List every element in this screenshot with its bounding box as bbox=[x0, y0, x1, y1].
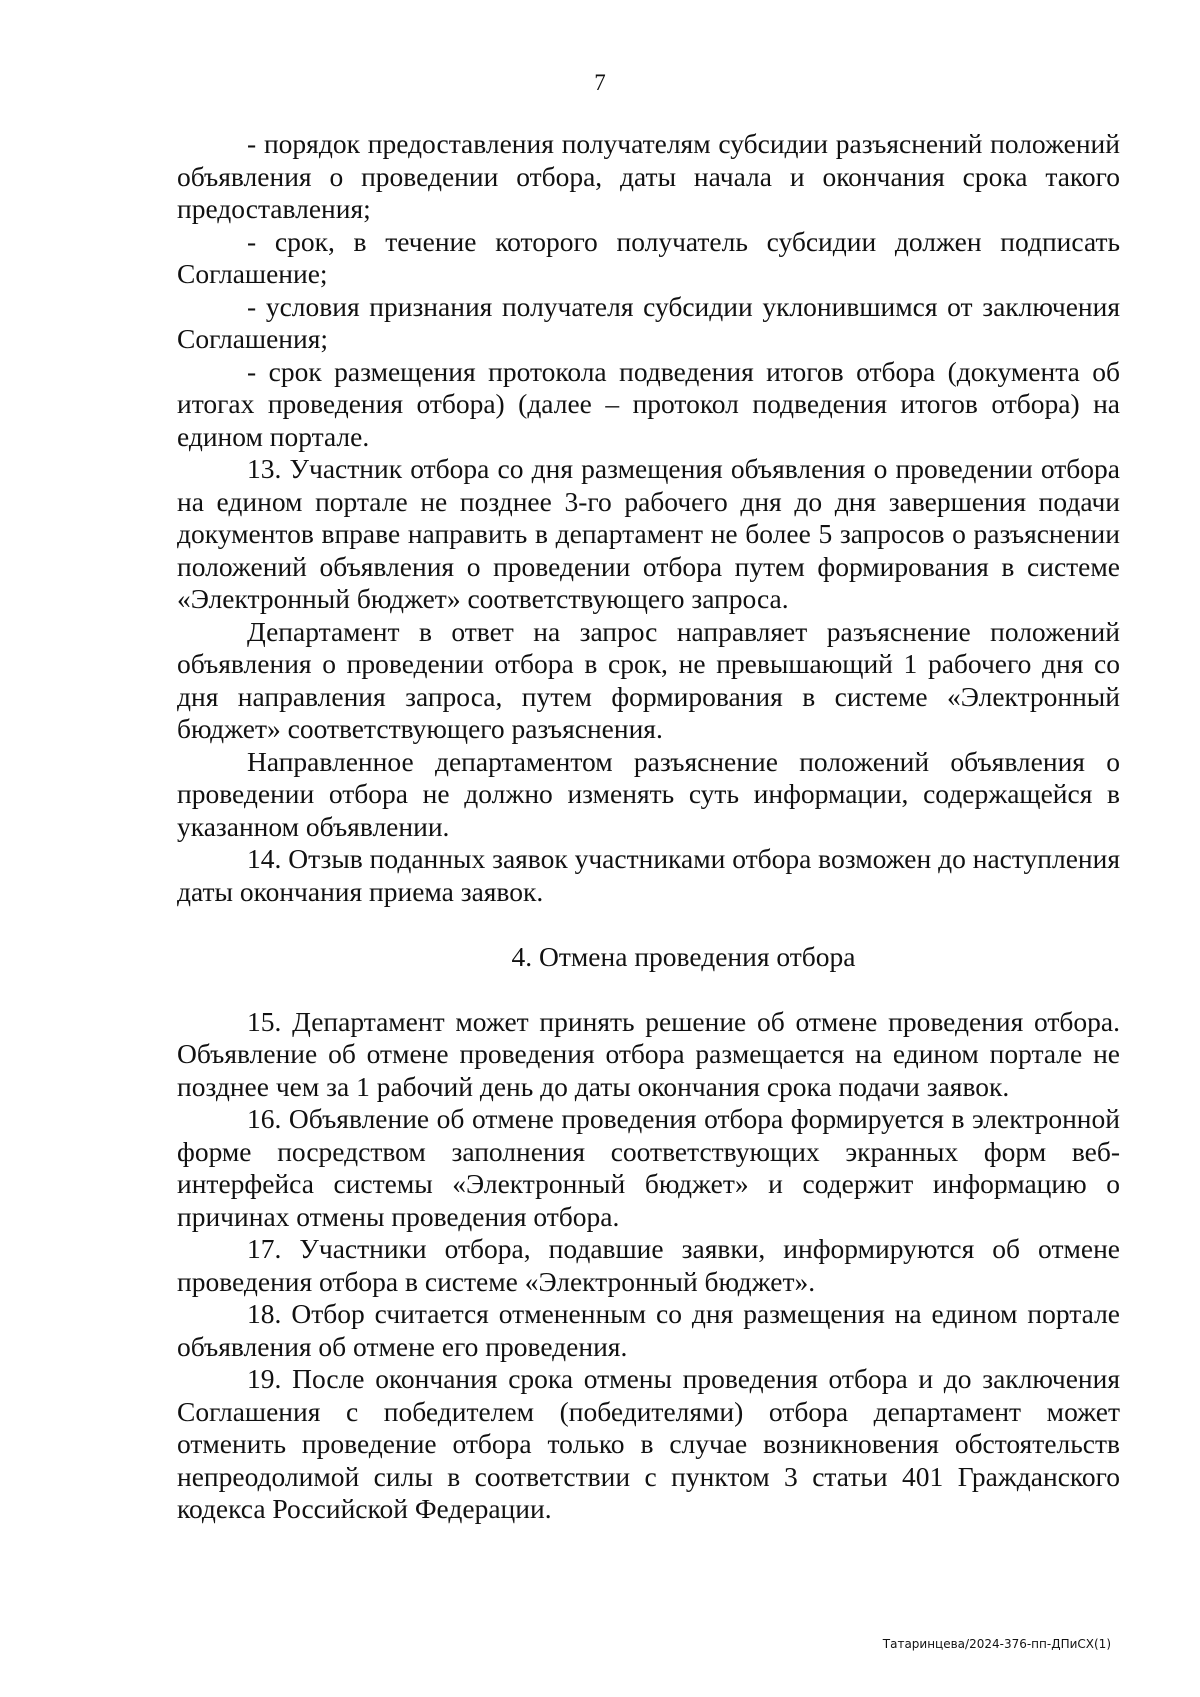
heading-spacer-bottom bbox=[177, 973, 1120, 1006]
document-body bbox=[177, 128, 1120, 1526]
clause-15: 15. Департамент может принять решение об отмене проведения отбора. Объявление об отмене проведения отбора размещается на едином портале не позднее чем за 1 рабочий день до даты окончания срока подачи заявок. bbox=[177, 1005, 1120, 1102]
clause-18: 18. Отбор считается отмененным со дня размещения на едином портале объявления об отмене его проведения. bbox=[177, 1298, 1120, 1362]
page-number: 7 bbox=[594, 70, 606, 95]
list-item-evasion-conditions: - условия признания получателя субсидии уклонившимся от заключения Соглашения; bbox=[177, 290, 1120, 354]
section-heading: 4. Отмена проведения отбора bbox=[511, 940, 856, 972]
clause-19: 19. После окончания срока отмены проведения отбора и до заключения Соглашения с победителем (победителями) отбора департамент может отменить проведение отбора только в случае возникновения обстоятельств непреодолимой силы в соответствии с пунктом 3 статьи 401 Гражданского кодекса Российской Федерации. bbox=[177, 1363, 1120, 1524]
list-item-clarification-procedure: - порядок предоставления получателям субсидии разъяснений положений объявления о проведении отбора, даты начала и окончания срока такого предоставления; bbox=[177, 128, 1120, 224]
list-item-signing-deadline: - срок, в течение которого получатель субсидии должен подписать Соглашение; bbox=[177, 225, 1120, 289]
clause-13: 13. Участник отбора со дня размещения объявления о проведении отбора на едином портале не позднее 3-го рабочего дня до дня завершения подачи документов вправе направить в департамент не более 5 запросов о разъяснении положений объявления о проведении отбора путем формирования в системе «Электронный бюджет» соответствующего запроса. bbox=[177, 453, 1120, 614]
heading-spacer-top bbox=[177, 908, 1120, 941]
clause-16: 16. Объявление об отмене проведения отбора формируется в электронной форме посредством заполнения соответствующих экранных форм веб-интерфейса системы «Электронный бюджет» и содержит информацию о причинах отмены проведения отбора. bbox=[177, 1103, 1120, 1232]
clause-13-clarification-scope: Направленное департаментом разъяснение положений объявления о проведении отбора не должно изменять суть информации, содержащейся в указанном объявлении. bbox=[177, 745, 1120, 842]
list-item-protocol-deadline: - срок размещения протокола подведения итогов отбора (документа об итогах проведения отбора) (далее – протокол подведения итогов отбора) на едином портале. bbox=[177, 355, 1120, 452]
clause-13-response: Департамент в ответ на запрос направляет разъяснение положений объявления о проведении отбора в срок, не превышающий 1 рабочего дня со дня направления запроса, путем формирования в системе «Электронный бюджет» соответствующего разъяснения. bbox=[177, 615, 1120, 744]
clause-14: 14. Отзыв поданных заявок участниками отбора возможен до наступления даты окончания приема заявок. bbox=[177, 843, 1120, 907]
clause-17: 17. Участники отбора, подавшие заявки, информируются об отмене проведения отбора в системе «Электронный бюджет». bbox=[177, 1233, 1120, 1297]
document-footer-id: Татаринцева/2024-376-пп-ДПиСХ(1) bbox=[882, 1637, 1111, 1651]
